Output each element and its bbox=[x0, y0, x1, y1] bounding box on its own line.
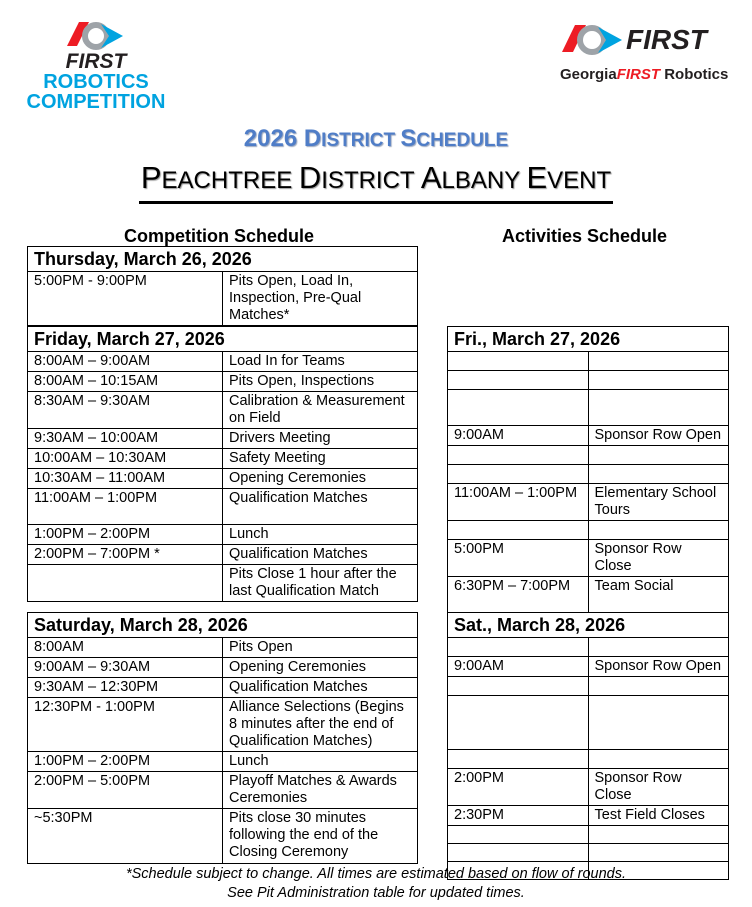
first-emblem-icon bbox=[560, 20, 624, 60]
frc-competition-text: COMPETITION bbox=[26, 91, 166, 113]
table-row bbox=[28, 545, 418, 565]
thursday-title: Thursday, March 26, 2026 bbox=[28, 247, 418, 272]
event-cell bbox=[588, 352, 729, 371]
table-row bbox=[448, 826, 729, 844]
time-cell: 9:00AM – 9:30AM bbox=[28, 658, 223, 678]
table-row bbox=[448, 696, 729, 750]
time-cell bbox=[448, 371, 589, 390]
table-row bbox=[28, 565, 418, 602]
event-cell: Lunch bbox=[223, 525, 418, 545]
sat-activities-title: Sat., March 28, 2026 bbox=[448, 613, 729, 638]
time-cell bbox=[448, 390, 589, 426]
time-cell: 9:30AM – 12:30PM bbox=[28, 678, 223, 698]
fri-activities-table bbox=[447, 326, 729, 613]
table-row bbox=[28, 772, 418, 809]
table-row bbox=[448, 390, 729, 426]
event-cell: Sponsor Row Close bbox=[588, 540, 729, 577]
event-cell: Team Social bbox=[588, 577, 729, 613]
time-cell bbox=[448, 696, 589, 750]
time-cell: 12:30PM - 1:00PM bbox=[28, 698, 223, 752]
table-row bbox=[448, 465, 729, 484]
table-row bbox=[448, 657, 729, 677]
table-row bbox=[448, 677, 729, 696]
time-cell: 8:00AM bbox=[28, 638, 223, 658]
table-row bbox=[28, 489, 418, 525]
saturday-title: Saturday, March 28, 2026 bbox=[28, 613, 418, 638]
event-cell bbox=[588, 465, 729, 484]
friday-table bbox=[27, 326, 418, 602]
time-cell: 1:00PM – 2:00PM bbox=[28, 525, 223, 545]
event-cell: Pits Close 1 hour after the last Qualification Match bbox=[223, 565, 418, 602]
event-cell: Test Field Closes bbox=[588, 806, 729, 826]
event-cell: Alliance Selections (Begins 8 minutes after the end of Qualification Matches) bbox=[223, 698, 418, 752]
time-cell: 2:30PM bbox=[448, 806, 589, 826]
friday-title: Friday, March 27, 2026 bbox=[28, 327, 418, 352]
time-cell: 9:00AM bbox=[448, 426, 589, 446]
table-row bbox=[448, 806, 729, 826]
table-row bbox=[28, 678, 418, 698]
time-cell: ~5:30PM bbox=[28, 809, 223, 864]
table-row bbox=[448, 521, 729, 540]
time-cell: 2:00PM – 5:00PM bbox=[28, 772, 223, 809]
table-row bbox=[28, 272, 418, 326]
table-row bbox=[448, 352, 729, 371]
event-cell: Sponsor Row Open bbox=[588, 426, 729, 446]
time-cell bbox=[448, 844, 589, 862]
time-cell: 8:00AM – 9:00AM bbox=[28, 352, 223, 372]
time-cell: 1:00PM – 2:00PM bbox=[28, 752, 223, 772]
activities-heading: Activities Schedule bbox=[502, 226, 668, 246]
event-cell: Qualification Matches bbox=[223, 489, 418, 525]
table-row bbox=[28, 392, 418, 429]
table-row bbox=[448, 844, 729, 862]
table-row bbox=[448, 426, 729, 446]
event-cell: Pits Open, Inspections bbox=[223, 372, 418, 392]
event-cell bbox=[588, 826, 729, 844]
time-cell bbox=[448, 638, 589, 657]
table-row bbox=[28, 809, 418, 864]
fri-activities-title: Fri., March 27, 2026 bbox=[448, 327, 729, 352]
table-row bbox=[448, 750, 729, 769]
time-cell bbox=[448, 750, 589, 769]
event-cell bbox=[588, 521, 729, 540]
event-cell: Drivers Meeting bbox=[223, 429, 418, 449]
event-cell bbox=[588, 390, 729, 426]
footer-note-1: *Schedule subject to change. All times are estimated based on flow of rounds. bbox=[125, 866, 626, 882]
event-title: PEACHTREE DISTRICT ALBANY EVENT bbox=[0, 161, 752, 204]
table-row bbox=[448, 540, 729, 577]
event-cell: Pits close 30 minutes following the end of the Closing Ceremony bbox=[223, 809, 418, 864]
time-cell bbox=[448, 826, 589, 844]
table-row bbox=[28, 638, 418, 658]
event-cell bbox=[588, 371, 729, 390]
table-row bbox=[448, 638, 729, 657]
time-cell: 8:00AM – 10:15AM bbox=[28, 372, 223, 392]
table-row bbox=[28, 658, 418, 678]
event-cell: Sponsor Row Close bbox=[588, 769, 729, 806]
event-cell bbox=[588, 844, 729, 862]
time-cell bbox=[448, 352, 589, 371]
time-cell: 10:30AM – 11:00AM bbox=[28, 469, 223, 489]
event-cell: Qualification Matches bbox=[223, 678, 418, 698]
event-cell bbox=[588, 446, 729, 465]
time-cell bbox=[448, 677, 589, 696]
event-cell: Opening Ceremonies bbox=[223, 658, 418, 678]
event-cell bbox=[588, 750, 729, 769]
table-row bbox=[28, 449, 418, 469]
event-cell: Safety Meeting bbox=[223, 449, 418, 469]
event-cell: Calibration & Measurement on Field bbox=[223, 392, 418, 429]
footer-note-2: See Pit Administration table for updated times. bbox=[227, 885, 525, 901]
time-cell: 11:00AM – 1:00PM bbox=[448, 484, 589, 521]
time-cell: 5:00PM - 9:00PM bbox=[28, 272, 223, 326]
table-row bbox=[448, 446, 729, 465]
table-row bbox=[448, 484, 729, 521]
time-cell: 8:30AM – 9:30AM bbox=[28, 392, 223, 429]
table-row bbox=[448, 371, 729, 390]
time-cell bbox=[448, 446, 589, 465]
event-cell: Lunch bbox=[223, 752, 418, 772]
table-row bbox=[28, 352, 418, 372]
georgia-first-logo bbox=[560, 20, 735, 95]
table-row bbox=[448, 577, 729, 613]
time-cell: 10:00AM – 10:30AM bbox=[28, 449, 223, 469]
table-row bbox=[448, 769, 729, 806]
time-cell: 2:00PM – 7:00PM * bbox=[28, 545, 223, 565]
competition-heading: Competition Schedule bbox=[124, 226, 315, 246]
event-cell: Opening Ceremonies bbox=[223, 469, 418, 489]
table-row bbox=[28, 372, 418, 392]
event-cell: Elementary School Tours bbox=[588, 484, 729, 521]
time-cell: 9:00AM bbox=[448, 657, 589, 677]
gfr-subtitle: GeorgiaFIRST Robotics bbox=[560, 66, 729, 83]
event-cell bbox=[588, 696, 729, 750]
frc-robotics-text: ROBOTICS bbox=[43, 71, 149, 93]
saturday-table bbox=[27, 612, 418, 864]
event-cell: Load In for Teams bbox=[223, 352, 418, 372]
event-cell bbox=[588, 638, 729, 657]
event-cell: Sponsor Row Open bbox=[588, 657, 729, 677]
table-row bbox=[28, 525, 418, 545]
event-cell bbox=[588, 677, 729, 696]
event-cell: Pits Open, Load In, Inspection, Pre-Qual Matches* bbox=[223, 272, 418, 326]
time-cell: 2:00PM bbox=[448, 769, 589, 806]
time-cell: 5:00PM bbox=[448, 540, 589, 577]
frc-logo bbox=[26, 18, 166, 118]
time-cell: 11:00AM – 1:00PM bbox=[28, 489, 223, 525]
frc-first-text: FIRST bbox=[65, 50, 127, 73]
page-title: 2026 DISTRICT SCHEDULE bbox=[243, 125, 509, 152]
first-emblem-icon bbox=[65, 18, 127, 54]
time-cell: 9:30AM – 10:00AM bbox=[28, 429, 223, 449]
table-row bbox=[28, 429, 418, 449]
event-cell: Playoff Matches & Awards Ceremonies bbox=[223, 772, 418, 809]
gfr-first-text: FIRST bbox=[626, 24, 707, 55]
event-cell: Qualification Matches bbox=[223, 545, 418, 565]
table-row bbox=[28, 752, 418, 772]
time-cell: 6:30PM – 7:00PM bbox=[448, 577, 589, 613]
table-row bbox=[28, 698, 418, 752]
time-cell bbox=[448, 521, 589, 540]
event-cell: Pits Open bbox=[223, 638, 418, 658]
thursday-table bbox=[27, 246, 418, 326]
sat-activities-table bbox=[447, 612, 729, 880]
time-cell bbox=[28, 565, 223, 602]
table-row bbox=[28, 469, 418, 489]
time-cell bbox=[448, 465, 589, 484]
